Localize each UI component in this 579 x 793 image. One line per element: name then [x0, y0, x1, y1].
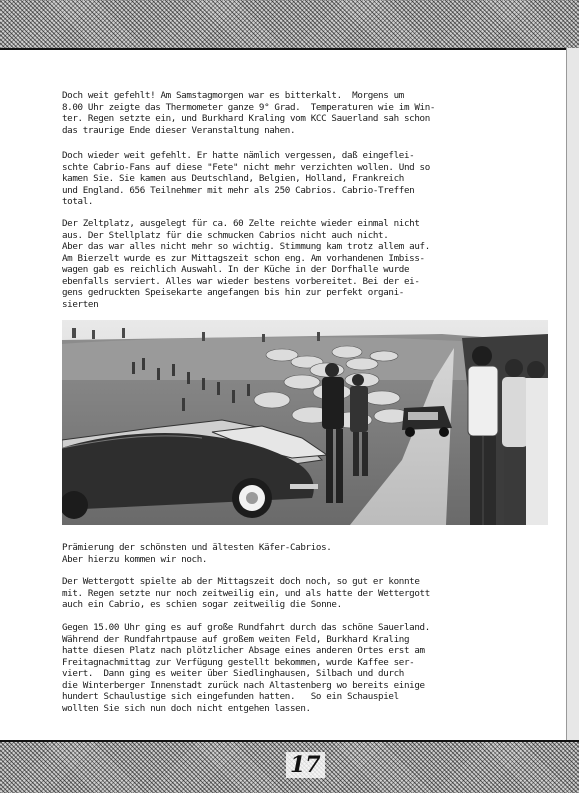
page-number: 17	[286, 752, 325, 778]
photo-caption: Prämierung der schönsten und ältesten Käfer-Cabrios. Aber hierzu kommen wir noch.	[62, 542, 332, 565]
page-edge-strip	[566, 48, 579, 740]
paragraph-weather-afternoon: Der Wettergott spielte ab der Mittagszeit doch noch, so gut er konnte mit. Regen setzte nur noch zeitweilig ein, und als hatte der Wettergott auch ein Cabrio, es schien sogar zeitweilig die Sonne.	[62, 576, 430, 610]
paragraph-campsite: Der Zeltplatz, ausgelegt für ca. 60 Zelte reichte wieder einmal nicht aus. Der Stellplatz für die schmucken Cabrios nicht auch nicht. Aber das war alles nicht mehr so wichtig. Stimmung kam trotz allem auf. Am Bierzelt wurde es zur Mittagszeit schon eng. Am vorhandenen Imbiss- wagen gab es reichlich Auswahl. In der Küche in der Dorfhalle wurde ebenfalls serviert. Alles war wieder bestens vorbereitet. Bei der ei- gens gedruckten Speisekarte angefangen bis hin zur perfekt organi- sierten	[62, 218, 430, 310]
paragraph-weather-morning: Doch weit gefehlt! Am Samstagmorgen war es bitterkalt. Morgens um 8.00 Uhr zeigte das Thermometer ganze 9° Grad. Temperaturen wie im Win- ter. Regen setzte ein, und Burkhard Kraling vom KCC Sauerland sah schon das traurige Ende dieser Veranstaltung nahen.	[62, 90, 436, 136]
paragraph-participants: Doch wieder weit gefehlt. Er hatte nämlich vergessen, daß eingeflei- schte Cabrio-Fans auf diese "Fete" nicht mehr verzichten wollen. Und so kamen Sie. Sie kamen aus Deutschland, Belgien, Holland, Frankreich und England. 656 Teilnehmer mit mehr als 250 Cabrios. Cabrio-Treffen total.	[62, 150, 430, 207]
event-photo-drawing	[62, 320, 548, 525]
paragraph-tour: Gegen 15.00 Uhr ging es auf große Rundfahrt durch das schöne Sauerland. Während der Rundfahrtpause auf großem weiten Feld, Burkhard Kraling hatte diesen Platz nach plötzlicher Absage eines anderen Ortes erst am Freitagnachmittag zur Verfügung gestellt bekommen, wurde Kaffee ser- viert. Dann ging es weiter über Siedlinghausen, Silbach und durch die Winterberger Innenstadt zurück nach Altastenberg wo bereits einige hundert Schaulustige sich eingefunden hatten. So ein Schauspiel wollten Sie sich nun doch nicht entgehen lassen.	[62, 622, 430, 714]
event-photo-convertibles	[62, 320, 548, 525]
top-decorative-band	[0, 0, 579, 50]
